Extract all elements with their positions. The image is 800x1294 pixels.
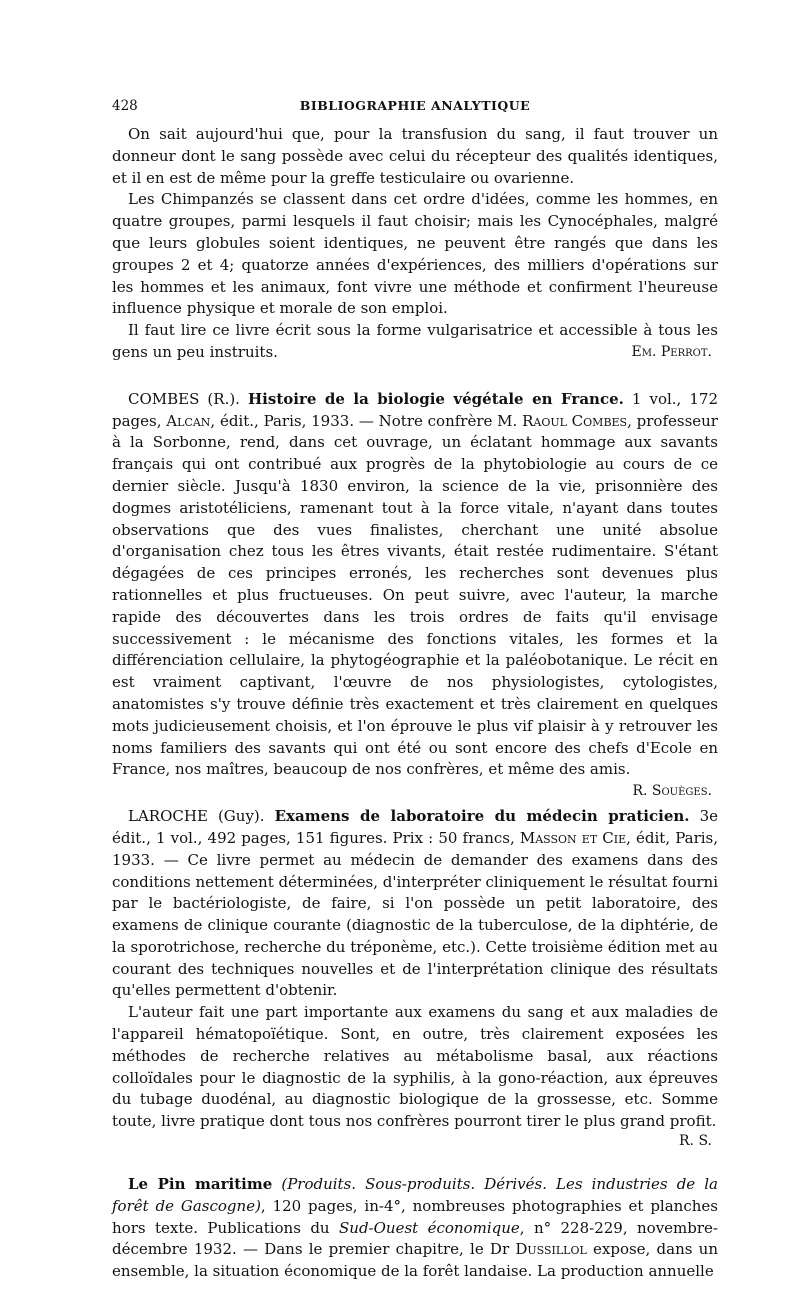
pin-person: Dussillol xyxy=(515,1240,587,1259)
pin-pub-rest: , n° 228-229, novembre-décembre 1932. — Dans le premier chapitre, le Dr xyxy=(112,1218,718,1259)
pin-body: expose, dans un ensemble, la situation économique de la forêt landaise. La production annuelle xyxy=(112,1240,718,1281)
intro-paragraph-1: On sait aujourd'hui que, pour la transfusion du sang, il faut trouver un donneur dont le sang possède avec celui du récepteur des qualités identiques, et il en est de même pour la greffe testiculaire ou ovarienne. xyxy=(112,125,718,187)
pin-paragraph xyxy=(112,1174,718,1283)
intro-review xyxy=(112,124,718,364)
combes-title: Histoire de la biologie végétale en France. xyxy=(248,389,624,408)
combes-pub: 1 vol., 172 pages, xyxy=(112,389,718,430)
intro-paragraph-2: Les Chimpanzés se classent dans cet ordre d'idées, comme les hommes, en quatre groupes, parmi lesquels il faut choisir; mais les Cynocéphales, malgré que leurs globules soient identiques, ne peuvent être rangés que dans les groupes 2 et 4; quatorze années d'expériences, des milliers d'opérations sur les hommes et les animaux, font vivre une méthode et confirment l'heureuse influence physique et morale de son emploi. xyxy=(112,190,718,318)
pin-title: Le Pin maritime xyxy=(128,1175,273,1194)
page-header xyxy=(112,98,718,124)
intro-paragraph-3 xyxy=(112,320,718,364)
signature-rs: R. S. xyxy=(679,1133,712,1150)
review-combes xyxy=(112,389,718,800)
laroche-pub: 3e édit., 1 vol., 492 pages, 151 figures. Prix : 50 francs, xyxy=(112,807,718,847)
laroche-body-1: , édit, Paris, 1933. — Ce livre permet au médecin de demander des examens dans des conditions nettement déterminées, d'interpréter cliniquement le résultat fourni par le bactériologiste, de faire, si l'on possède un petit laboratoire, des examens de clinique courante (diagnostic de la tuberculose, de la diphtérie, de la sporotrichose, recherche du tréponème, etc.). Cette troisième édition met au courant des techniques nouvelles et de l'interprétation clinique des résultats qu'elles permettent d'obtenir. xyxy=(112,828,718,1000)
running-title: BIBLIOGRAPHIE ANALYTIQUE xyxy=(299,98,531,113)
laroche-signature-line xyxy=(112,1133,718,1149)
laroche-paragraph-1 xyxy=(112,806,718,1002)
page xyxy=(112,98,718,1283)
intro-paragraph-3-text: Il faut lire ce livre écrit sous la forme vulgarisatrice et accessible à tous les gens un peu instruits. xyxy=(112,321,718,361)
laroche-publisher: Masson et Cie xyxy=(519,828,627,847)
pin-pub: , 120 pages, in-4°, nombreuses photographies et planches hors texte. Publications du xyxy=(112,1196,718,1237)
combes-body: , professeur à la Sorbonne, rend, dans cet ouvrage, un éclatant hommage aux savants français qui ont contribué aux progrès de la phytobiologie au cours de ce dernier siècle. Jusqu'à 1830 environ, la science de la vie, prisonnière des dogmes aristotéliciens, ramenant tout à la force vitale, n'ayant dans toutes observations que des vues finalistes, cherchant une unité absolue d'organisation chez tous les êtres vivants, était restée rudimentaire. S'étant dégagées de ces principes erronés, les recherches sont devenues plus rationnelles et plus fructueuses. On peut suivre, avec l'auteur, la marche rapide des découvertes dans les trois ordres de faits qu'il envisage successivement : le mécanisme des fonctions vitales, les formes et la différenciation cellulaire, la phytogéographie et la paléobotanique. Le récit en est vraiment captivant, l'œuvre de nos physiologistes, cytologistes, anatomistes s'y trouve définie très exactement et très clairement en quelques mots judicieusement choisis, et l'on éprouve le plus vif plaisir à y retrouver les noms familiers des savants qui ont été ou sont encore des chefs d'Ecole en France, nos maîtres, beaucoup de nos confrères, et même des amis. xyxy=(112,411,718,779)
laroche-paragraph-2: L'auteur fait une part importante aux examens du sang et aux maladies de l'appareil hématopoïétique. Sont, en outre, très clairement exposées les méthodes de recherche relatives au métabolisme basal, aux réactions colloïdales pour le diagnostic de la syphilis, à la gono-réaction, aux épreuves du tubage duodénal, au diagnostic biologique de la grossesse, etc. Somme toute, livre pratique dont tous nos confrères pourront tirer le plus grand profit. xyxy=(112,1003,718,1131)
signature-perrot: Em. Perrot. xyxy=(631,343,712,360)
pin-journal: Sud-Ouest économique xyxy=(339,1218,520,1237)
laroche-title: Examens de laboratoire du médecin praticien. xyxy=(274,807,690,826)
laroche-author: LAROCHE (Guy). xyxy=(128,807,265,826)
page-number: 428 xyxy=(112,98,138,114)
pin-subtitle: (Produits. Sous-produits. Dérivés. Les industries de la forêt de Gascogne) xyxy=(112,1175,718,1215)
review-pin-maritime xyxy=(112,1174,718,1283)
signature-souegues: R. Souèges. xyxy=(632,783,712,800)
combes-author: COMBES (R.). xyxy=(128,389,240,408)
combes-pub-rest: , édit., Paris, 1933. — Notre confrère M. xyxy=(210,411,518,430)
review-laroche xyxy=(112,806,718,1149)
combes-publisher: Alcan xyxy=(166,411,211,430)
combes-person: Raoul Combes xyxy=(522,411,628,430)
combes-paragraph xyxy=(112,389,718,800)
